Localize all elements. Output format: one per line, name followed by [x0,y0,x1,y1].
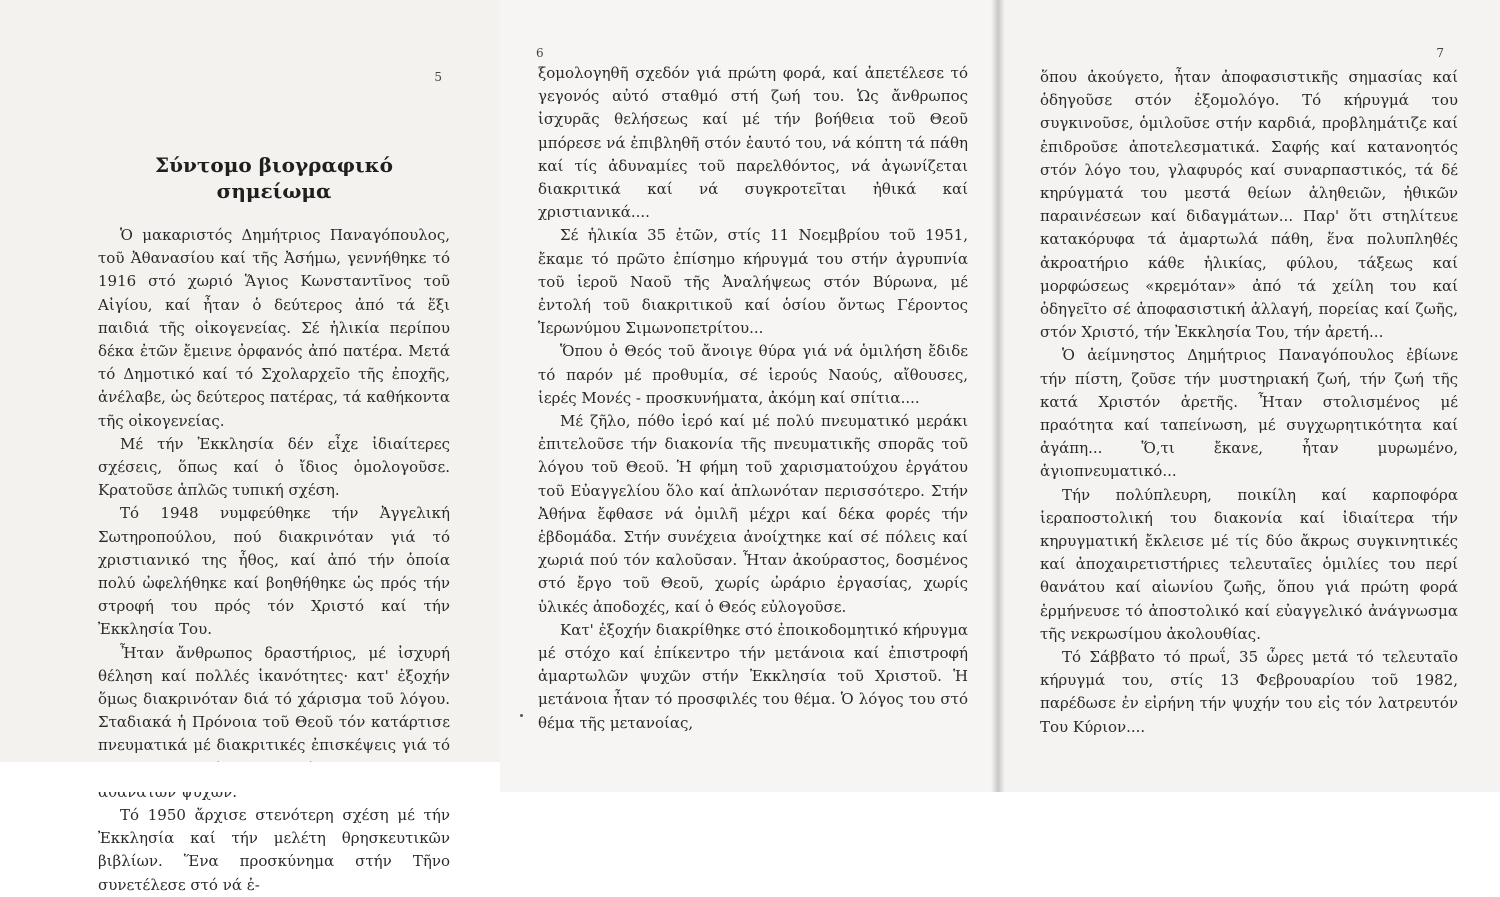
paragraph: Τήν πολύπλευρη, ποικίλη καί καρποφόρα ἱεραποστολική του διακονία καί ἰδιαίτερα τήν κηρυγματική ἔκλεισε μέ τίς δύο ἄκρως συγκινητικές καί ἀποχαιρετιστήριες τελευταῖες ὁμιλίες του περί θανάτου καί αἰωνίου ζωῆς, ὅπου γιά πρώτη φορά ἑρμήνευσε τό ἀποστολικό καί εὐαγγελικό ἀνάγνωσμα τῆς νεκρωσίμου ἀκολουθίας. [1040,485,1458,643]
page-right-body [1040,0,1458,739]
page-number-left: 5 [434,70,442,84]
book-gutter [991,0,1005,792]
page-number-middle: 6 [536,46,544,60]
paragraph: Τό 1948 νυμφεύθηκε τήν Ἀγγελική Σωτηροπούλου, πού διακρινόταν γιά τό χριστιανικό της ἦθος, καί ἀπό τήν ὁποία πολύ ὠφελήθηκε καί βοηθήθηκε ὡς πρός τήν στροφή του πρός τόν Χριστό καί τήν Ἐκκλησία Του. [98,504,450,639]
paragraph: Σέ ἡλικία 35 ἐτῶν, στίς 11 Νοεμβρίου τοῦ 1951, ἔκαμε τό πρῶτο ἐπίσημο κήρυγμά του στήν ἀγρυπνία τοῦ ἱεροῦ Ναοῦ τῆς Ἀναλήψεως στόν Βύρωνα, μέ ἐντολή τοῦ διακριτικοῦ καί ὁσίου ὄντως Γέροντος Ἱερωνύμου Σιμωνοπετρίτου... [538,226,968,338]
page-number-right: 7 [1436,46,1444,60]
page-right [998,0,1500,792]
paragraph: Ὁ μακαριστός Δημήτριος Παναγόπουλος, τοῦ Ἀθανασίου καί τῆς Ἀσήμω, γεννήθηκε τό 1916 στό χωριό Ἅγιος Κωνσταντῖνος τοῦ Αἰγίου, καί ἦταν ὁ δεύτερος ἀπό τά ἕξι παιδιά τῆς οἰκογενείας. Σέ ἡλικία περίπου δέκα ἐτῶν ἔμεινε ὀρφανός ἀπό πατέρα. Μετά τό Δημοτικό καί τό Σχολαρχεῖο τῆς ἐποχῆς, ἀνέλαβε, ὡς δεύτερος πατέρας, τά καθήκοντα τῆς οἰκογενείας. [98,226,450,430]
paragraph: ξομολογηθῆ σχεδόν γιά πρώτη φορά, καί ἀπετέλεσε τό γεγονός αὐτό σταθμό στή ζωή του. Ὡς ἄνθρωπος ἰσχυρᾶς θελήσεως καί μέ τήν βοήθεια τοῦ Θεοῦ μπόρεσε νά ἐπιβληθῆ στόν ἑαυτό του, νά κόπτη τά πάθη καί τίς ἀδυναμίες τοῦ παρελθόντος, νά ἀγωνίζεται διακριτικά καί νά συγκροτεῖται ἠθικά καί χριστιανικά.... [538,64,968,222]
page-middle [500,0,998,792]
scan-margin [0,762,500,792]
paragraph: Μέ ζῆλο, πόθο ἱερό καί μέ πολύ πνευματικό μεράκι ἐπιτελοῦσε τήν διακονία τῆς πνευματικῆς σπορᾶς τοῦ λόγου τοῦ Θεοῦ. Ἡ φήμη τοῦ χαρισματούχου ἐργάτου τοῦ Εὐαγγελίου ὅλο καί ἁπλωνόταν περισσότερο. Στήν Ἀθήνα ἔφθασε νά ὁμιλῆ μέχρι καί δέκα φορές τήν ἑβδομάδα. Στήν συνέχεια ἀνοίχτηκε καί σέ πόλεις καί χωριά πού τόν καλοῦσαν. Ἦταν ἀκούραστος, δοσμένος στό ἔργο τοῦ Θεοῦ, χωρίς ὠράριο ἐργασίας, χωρίς ὑλικές ἀποδοχές, καί ὁ Θεός εὐλογοῦσε. [538,412,968,616]
paragraph: ὅπου ἀκούγετο, ἦταν ἀποφασιστικῆς σημασίας καί ὁδηγοῦσε στόν ἐξομολόγο. Τό κήρυγμά του συγκινοῦσε, ὁμιλοῦσε στήν καρδιά, προβλημάτιζε καί ἐπιδροῦσε ἀποτελεσματικά. Σαφής καί κατανοητός στόν λόγο του, γλαφυρός καί συναρπαστικός, τά δέ κηρύγματά του μεστά θείων ἀληθειῶν, ἠθικῶν παραινέσεων καί διδαγμάτων... Παρ' ὅτι στηλίτευε κατακόρυφα τά ἁμαρτωλά πάθη, ἕνα πολυπληθές ἀκροατήριο κάθε ἡλικίας, φύλου, τάξεως καί μορφώσεως «κρεμόταν» ἀπό τά χείλη του καί ὁδηγεῖτο σέ ἀποφασιστική ἀλλαγή, πορείας καί ζωῆς, στόν Χριστό, τήν Ἐκκλησία Του, τήν ἀρετή... [1040,68,1458,342]
page-left-body [98,224,450,897]
scan-speck [520,714,523,717]
paragraph: Μέ τήν Ἐκκλησία δέν εἶχε ἰδιαίτερες σχέσεις, ὅπως καί ὁ ἴδιος ὁμολογοῦσε. Κρατοῦσε ἁπλῶς τυπική σχέση. [98,434,450,500]
paragraph: Ὁ ἀείμνηστος Δημήτριος Παναγόπουλος ἐβίωνε τήν πίστη, ζοῦσε τήν μυστηριακή ζωή, τήν ζωή τῆς κατά Χριστόν ἀρετῆς. Ἦταν στολισμένος μέ πραότητα καί ταπείνωση, μέ συγχωρητικότητα καί ἀγάπη... Ὅ,τι ἔκανε, ἦταν μυρωμένο, ἁγιοπνευματικό... [1040,346,1458,481]
paragraph: Τό Σάββατο τό πρωΐ, 35 ὧρες μετά τό τελευταῖο κήρυγμά του, στίς 13 Φεβρουαρίου τοῦ 1982, παρέδωσε ἐν εἰρήνη τήν ψυχήν του εἰς τόν λατρευτόν Του Κύριον.... [1040,648,1458,736]
page-heading: Σύντομο βιογραφικό σημείωμα [155,153,393,203]
paragraph: Τό 1950 ἄρχισε στενότερη σχέση μέ τήν Ἐκκλησία καί τήν μελέτη θρησκευτικῶν βιβλίων. Ἕνα προσκύνημα στήν Τῆνο συνετέλεσε στό νά ἐ- [98,806,450,894]
paragraph: Κατ' ἐξοχήν διακρίθηκε στό ἐποικοδομητικό κήρυγμα μέ στόχο καί ἐπίκεντρο τήν μετάνοια καί ἐπιστροφή ἁμαρτωλῶν ψυχῶν στήν Ἐκκλησία τοῦ Χριστοῦ. Ἡ μετάνοια ἦταν τό προσφιλές του θέμα. Ὁ λόγος του στό θέμα τῆς μετανοίας, [538,620,968,732]
paragraph: Ἦταν ἄνθρωπος δραστήριος, μέ ἰσχυρή θέληση καί πολλές ἱκανότητες· κατ' ἐξοχήν ὅμως διακρινόταν διά τό χάρισμα τοῦ λόγου. Σταδιακά ἡ Πρόνοια τοῦ Θεοῦ τόν κατάρτισε πνευματικά μέ διακριτικές ἐπισκέψεις γιά τό [98,643,450,755]
page-middle-body [538,0,968,735]
paragraph: Ὅπου ὁ Θεός τοῦ ἄνοιγε θύρα γιά νά ὁμιλήση ἔδιδε τό παρόν μέ προθυμία, σέ ἱερούς Ναούς, αἴθουσες, ἱερές Μονές - προσκυνήματα, ἀκόμη καί σπίτια.... [538,342,968,407]
page-left [0,0,500,894]
